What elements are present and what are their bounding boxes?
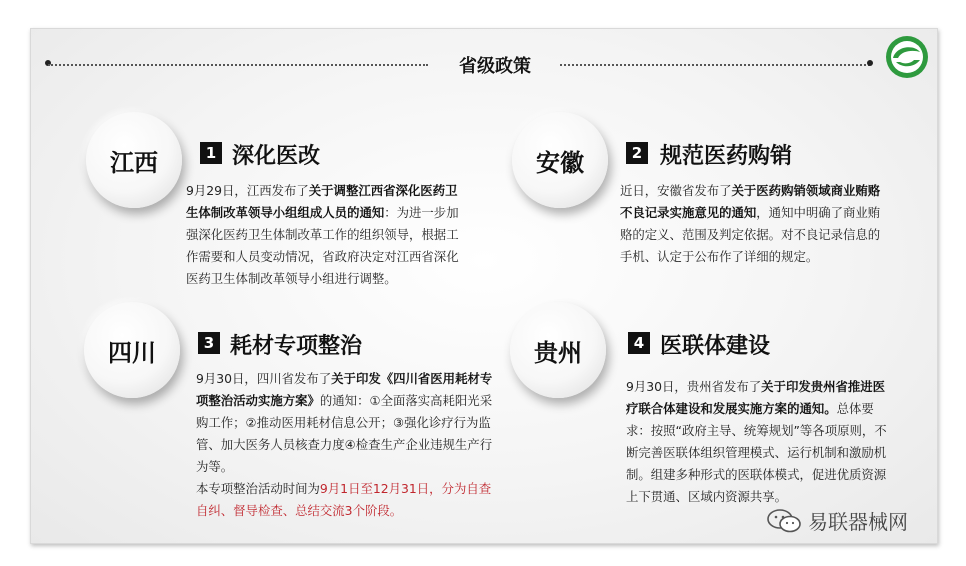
province-circle-anhui: 安徽 xyxy=(512,112,608,208)
number-badge-4: 4 xyxy=(628,332,650,354)
wechat-icon xyxy=(766,508,802,534)
dot-right-end xyxy=(867,60,873,66)
number-badge-3: 3 xyxy=(198,332,220,354)
watermark xyxy=(766,506,908,535)
section-text-1: 9月29日，江西发布了关于调整江西省深化医药卫生体制改革领导小组组成人员的通知：为进一步加强深化医药卫生体制改革工作的组织领导，根据工作需要和人员变动情况，省政府决定对江西省深化医药卫生体制改革领导小组进行调整。 xyxy=(186,183,459,286)
section-heading-3: 耗材专项整治 xyxy=(230,334,363,359)
province-circle-guizhou: 贵州 xyxy=(510,302,606,398)
section-text-4: 9月30日，贵州省发布了关于印发贵州省推进医疗联合体建设和发展实施方案的通知。总体要求：按照“政府主导、统筹规划”等各项原则，不断完善医联体组织管理模式、运行机制和激励机制。组建多种形式的医联体模式，促进优质资源上下贯通、区域内资源共享。 xyxy=(626,379,887,504)
number-badge-2: 2 xyxy=(626,142,648,164)
dotted-divider-right xyxy=(560,64,870,66)
section-heading-1: 深化医改 xyxy=(232,144,321,169)
red-highlight-text: 9月1日至12月31日，分为自查自纠、督导检查、总结交流3个阶段。 xyxy=(196,481,492,518)
number-badge-1: 1 xyxy=(200,142,222,164)
watermark-text: 易联器械网 xyxy=(808,510,908,534)
section-text-2: 近日，安徽省发布了关于医药购销领域商业贿赂不良记录实施意见的通知，通知中明确了商业贿赂的定义、范围及判定依据。对不良记录信息的手机、认定于公布作了详细的规定。 xyxy=(620,183,881,264)
province-circle-jiangxi: 江西 xyxy=(86,112,182,208)
dotted-divider-left xyxy=(48,64,428,66)
section-heading-2: 规范医药购销 xyxy=(660,144,793,169)
section-heading-4: 医联体建设 xyxy=(660,334,771,359)
page-title: 省级政策 xyxy=(459,56,531,77)
province-circle-sichuan: 四川 xyxy=(84,302,180,398)
section-text-3: 9月30日，四川省发布了关于印发《四川省医用耗材专项整治活动实施方案》的通知：①全面落实高耗阳光采购工作；②推动医用耗材信息公开；③强化诊疗行为监管、加大医务人员核查力度④检查生产企业违规生产行为等。 本专项整治活动时间为9月1日至12月31日，分为自查自纠、督导检查、总结交流3个阶段。 xyxy=(196,371,493,518)
brand-logo-icon xyxy=(884,34,930,80)
